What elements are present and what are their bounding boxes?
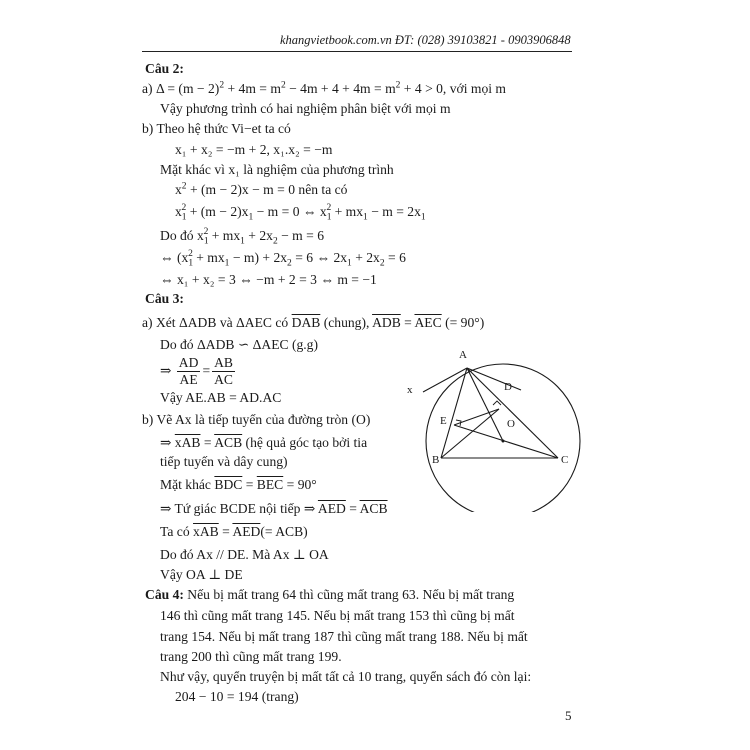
label-O: O xyxy=(507,418,515,430)
page-header xyxy=(280,33,571,48)
cau4-line5: Như vậy, quyển truyện bị mất tất cả 10 trang, quyển sách đó còn lại: xyxy=(160,669,532,684)
page-number: 5 xyxy=(565,708,572,723)
cau2-title: Câu 2: xyxy=(145,61,184,76)
cau4-line1: Câu 4: Nếu bị mất trang 64 thì cũng mất trang 63. Nếu bị mất trang xyxy=(145,587,515,602)
cau3-similar: Do đó ΔADB ∽ ΔAEC (g.g) xyxy=(160,337,319,352)
cau4-line4: trang 200 thì cũng mất trang 199. xyxy=(160,649,342,664)
cau2-b-intro: b) Theo hệ thức Vi−et ta có xyxy=(142,121,291,136)
label-A: A xyxy=(459,349,467,361)
tangent-ax xyxy=(423,368,467,392)
cau3-ta-co: Ta có $\overline{xAB} = \overline{AED}(= ACB)$ xyxy=(160,524,308,539)
cau3-cyclic: ⇒ Tứ giác BCDE nội tiếp ⇒ $\overline{AED} = \overline{ACB}$ xyxy=(160,501,388,516)
cau2-step: ⇔ $(x_1^2 + mx_1 - m) + 2x_2 = 6$ ⇔ $2x_1 + 2x_2 = 6$ xyxy=(160,249,406,269)
circle-O xyxy=(426,364,580,512)
cau3-b-angle: ⇒ $\overline{xAB} = \overline{ACB}$ (hệ quả góc tạo bởi tia xyxy=(160,435,368,450)
cau2-substitution: $x_1^2 + (m - 2)x_1 - m = 0$ ⇔ $x_1^2 + mx_1 - m = 2x_1$ xyxy=(175,203,426,223)
cau2-a-line: a) $\Delta = (m - 2)^2 + 4m = m^2 - 4m + 4 + 4m = m^2 + 4 > 0$, với mọi m xyxy=(142,80,507,96)
cau2-equation: $x^2 + (m - 2)x - m = 0$ nên ta có xyxy=(175,181,348,197)
cau2-final: ⇔ x₁ + x₂ = 3 ⇔ −m + 2 = 3 ⇔ m = −1 xyxy=(160,272,377,287)
header-rule xyxy=(142,51,572,52)
cau3-title: Câu 3: xyxy=(145,291,184,306)
header-site: khangvietbook.com.vn xyxy=(280,33,392,47)
cau2-vieta: x₁ + x₂ = −m + 2, x₁.x₂ = −m xyxy=(175,142,333,157)
label-x: x xyxy=(407,384,413,396)
cau3-perp: Vậy OA ⊥ DE xyxy=(160,567,243,582)
cau3-ratio: ⇒ $\frac{AD}{AE}$ = $\frac{AB}{AC}$ xyxy=(160,355,233,388)
label-E: E xyxy=(440,415,447,427)
header-phone: ĐT: (028) 39103821 - 0903906848 xyxy=(394,33,571,47)
cau2-mat-khac: Mặt khác vì x₁ là nghiệm của phương trình xyxy=(160,162,394,177)
cau4-line6: 204 − 10 = 194 (trang) xyxy=(175,689,299,704)
cau3-a-line: a) Xét ΔADB và ΔAEC có $\overline{DAB}$ (chung), $\overline{ADB} = \overline{AEC}$ (= 90°) xyxy=(142,315,485,330)
label-B: B xyxy=(432,454,440,466)
label-D: D xyxy=(504,381,512,393)
cau4-line3: trang 154. Nếu bị mất trang 187 thì cũng mất trang 188. Nếu bị mất xyxy=(160,629,528,644)
cau2-a-conclusion: Vậy phương trình có hai nghiệm phân biệt với mọi m xyxy=(160,101,451,116)
cau3-mat-khac: Mặt khác $\overline{BDC} = \overline{BEC} = 90^\circ$ xyxy=(160,477,317,492)
cau3-parallel: Do đó Ax // DE. Mà Ax ⊥ OA xyxy=(160,547,329,562)
cau3-product: Vậy AE.AB = AD.AC xyxy=(160,390,282,405)
geometry-figure xyxy=(395,342,585,512)
cau2-do-do: Do đó $x_1^2 + mx_1 + 2x_2 - m = 6$ xyxy=(160,227,325,247)
cau3-b-tangent: b) Vẽ Ax là tiếp tuyến của đường tròn (O) xyxy=(142,412,371,427)
label-C: C xyxy=(561,454,569,466)
cau4-line2: 146 thì cũng mất trang 145. Nếu bị mất trang 153 thì cũng bị mất xyxy=(160,608,515,623)
cau3-b-reason: tiếp tuyến và dây cung) xyxy=(160,454,288,469)
